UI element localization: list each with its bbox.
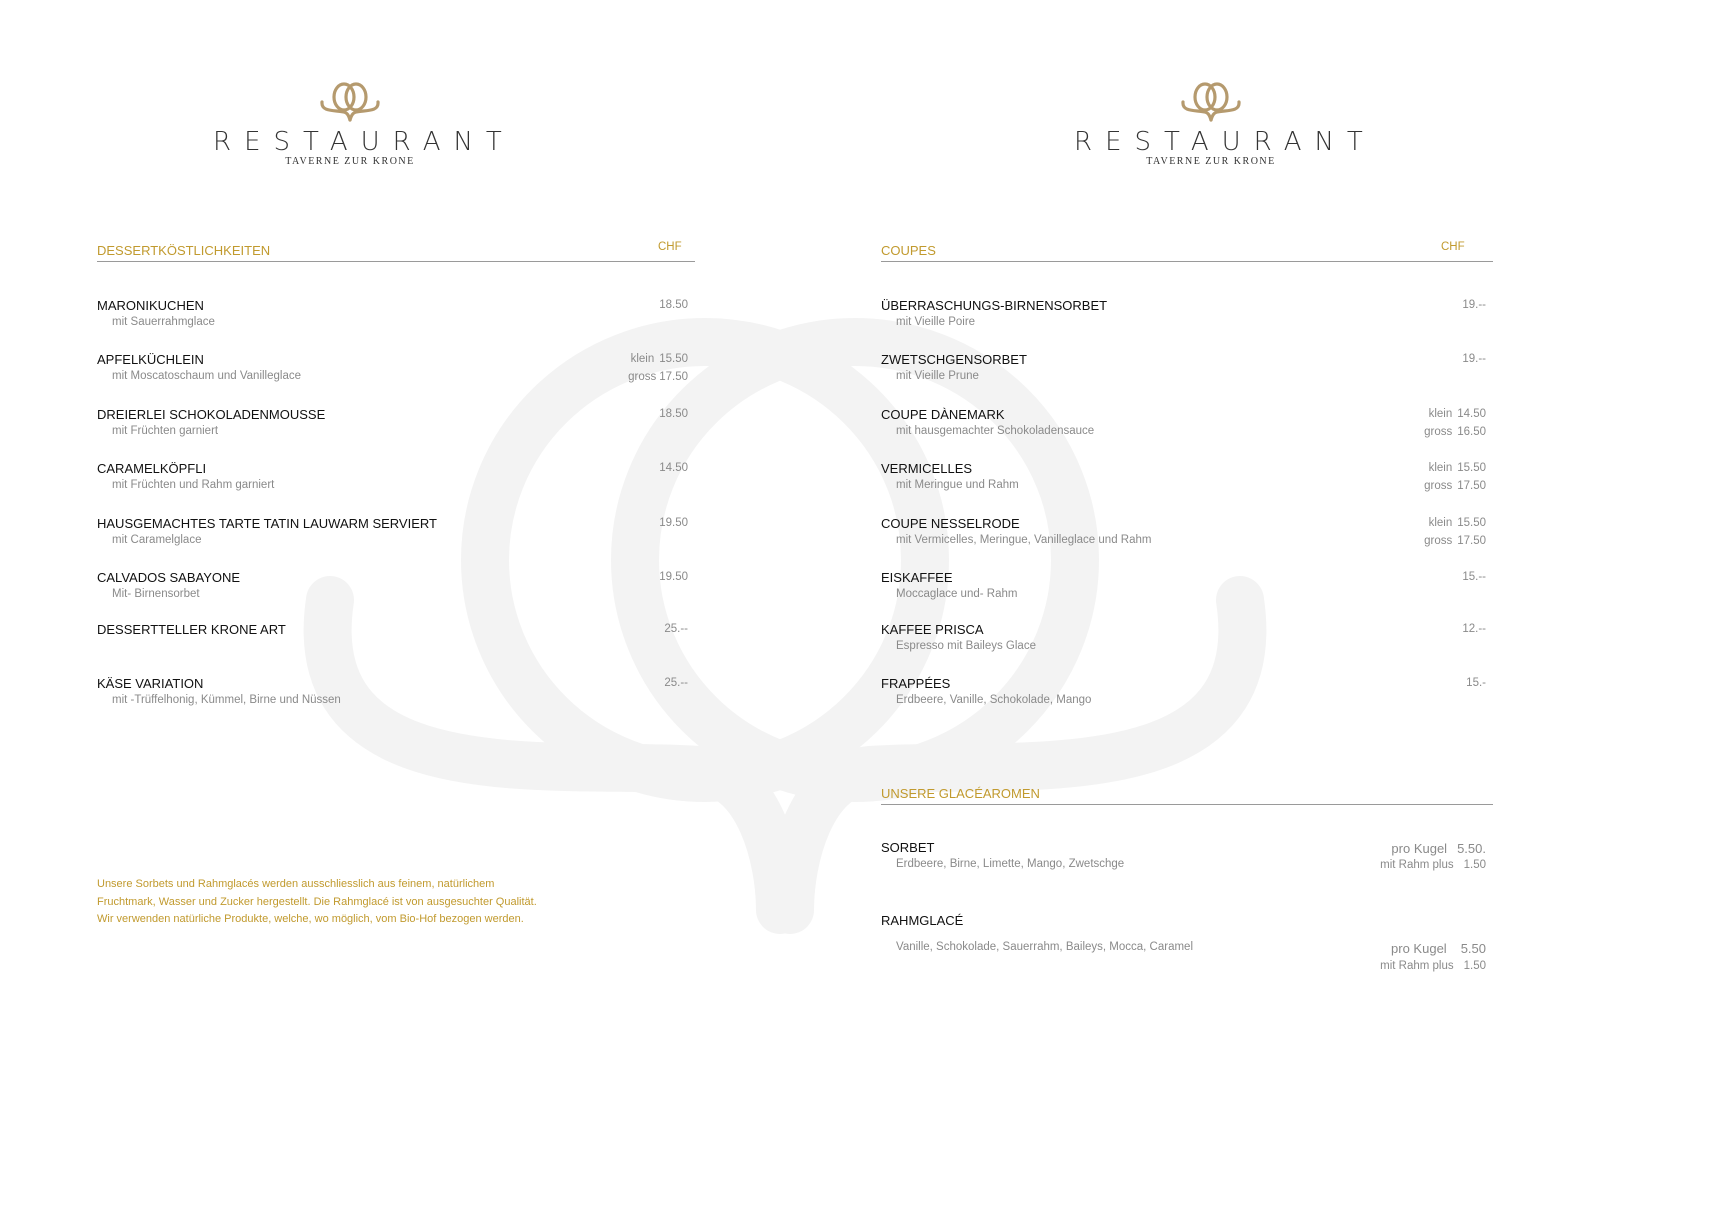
restaurant-logo xyxy=(200,80,515,167)
item-description: Espresso mit Baileys Glace xyxy=(896,640,1036,652)
menu-item xyxy=(97,676,695,716)
menu-item xyxy=(97,622,695,662)
logo-subtitle: TAVERNE ZUR KRONE xyxy=(1146,156,1276,167)
menu-item xyxy=(881,352,1493,392)
item-price-large xyxy=(1424,480,1486,492)
item-description: mit Meringue und Rahm xyxy=(896,479,1019,491)
menu-item xyxy=(881,407,1493,447)
menu-item xyxy=(881,913,1493,977)
size-label: klein xyxy=(1428,517,1453,529)
item-name: COUPE DÀNEMARK xyxy=(881,407,1005,422)
item-price: 18.50 xyxy=(659,408,688,420)
menu-item xyxy=(881,676,1493,716)
item-name: ZWETSCHGENSORBET xyxy=(881,352,1027,367)
menu-item xyxy=(97,407,695,447)
ingredient-footnote: Unsere Sorbets und Rahmglacés werden ausschliesslich aus feinem, natürlichem Fruchtmark, Wasser und Zucker hergestellt. Die Rahmglacé ist von ausgesuchter Qualität. Wir verwenden natürliche Produkte, welche, wo möglich, vom Bio-Hof bezogen werden. xyxy=(97,878,537,925)
item-price: 15.-- xyxy=(1462,571,1486,583)
item-description: mit Vieille Prune xyxy=(896,370,979,382)
item-name: CALVADOS SABAYONE xyxy=(97,570,241,585)
size-label: gross xyxy=(628,371,657,383)
price-value: 17.50 xyxy=(659,371,688,383)
item-price: 19.-- xyxy=(1462,353,1486,365)
item-name: MARONIKUCHEN xyxy=(97,298,204,313)
item-name: RAHMGLACÉ xyxy=(881,913,964,928)
price-value: 17.50 xyxy=(1457,480,1486,492)
item-description: mit Sauerrahmglace xyxy=(112,316,215,328)
price-value: 5.50 xyxy=(1460,941,1486,956)
price-label: mit Rahm plus xyxy=(1380,960,1454,972)
price-value: 1.50 xyxy=(1463,859,1486,871)
section-header-desserts xyxy=(97,241,695,262)
logo-wordmark: RESTAURANT xyxy=(213,127,515,157)
item-description: Mit- Birnensorbet xyxy=(112,588,200,600)
size-label: klein xyxy=(1428,462,1453,474)
size-label: klein xyxy=(630,353,655,365)
item-price-small xyxy=(1429,408,1486,420)
item-price: 25.-- xyxy=(664,623,688,635)
section-header-coupes xyxy=(881,241,1493,262)
left-page xyxy=(97,0,695,1091)
item-name: ÜBERRASCHUNGS-BIRNENSORBET xyxy=(881,298,1108,313)
menu-item xyxy=(97,352,695,392)
item-price-per-scoop xyxy=(1391,941,1486,956)
crown-ornament-icon xyxy=(1179,80,1243,122)
item-description: Erdbeere, Vanille, Schokolade, Mango xyxy=(896,694,1092,706)
price-value: 1.50 xyxy=(1463,960,1486,972)
item-description: mit Früchten garniert xyxy=(112,425,219,437)
item-description: mit Moscatoschaum und Vanilleglace xyxy=(112,370,301,382)
item-description: mit Früchten und Rahm garniert xyxy=(112,479,275,491)
price-value: 14.50 xyxy=(1457,408,1486,420)
section-header-glace xyxy=(881,784,1493,805)
price-value: 15.50 xyxy=(659,353,688,365)
item-price-small xyxy=(1429,517,1486,529)
currency-label: CHF xyxy=(1441,241,1465,253)
menu-item xyxy=(881,461,1493,501)
item-price-large xyxy=(1424,426,1486,438)
crown-ornament-icon xyxy=(318,80,382,122)
item-name: CARAMELKÖPFLI xyxy=(97,461,207,476)
price-label: pro Kugel xyxy=(1391,841,1448,856)
menu-item xyxy=(881,622,1493,662)
price-label: mit Rahm plus xyxy=(1380,859,1454,871)
item-price-per-scoop xyxy=(1391,841,1486,856)
item-price: 18.50 xyxy=(659,299,688,311)
item-price-small xyxy=(631,353,688,365)
item-description: mit hausgemachter Schokoladensauce xyxy=(896,425,1095,437)
section-title: DESSERTKÖSTLICHKEITEN xyxy=(97,243,271,258)
right-page xyxy=(881,0,1493,1091)
item-price-cream xyxy=(1380,960,1486,972)
item-name: FRAPPÉES xyxy=(881,676,951,691)
item-description: mit Vieille Poire xyxy=(896,316,976,328)
item-name: SORBET xyxy=(881,840,935,855)
item-description: Vanille, Schokolade, Sauerrahm, Baileys, Mocca, Caramel xyxy=(896,941,1194,953)
restaurant-logo xyxy=(1061,80,1376,167)
item-price-small xyxy=(1429,462,1486,474)
item-price-large xyxy=(628,371,688,383)
item-description: mit -Trüffelhonig, Kümmel, Birne und Nüssen xyxy=(112,694,341,706)
item-name: DESSERTTELLER KRONE ART xyxy=(97,622,286,637)
menu-item xyxy=(97,516,695,556)
price-value: 15.50 xyxy=(1457,462,1486,474)
item-price: 14.50 xyxy=(659,462,688,474)
menu-item xyxy=(97,570,695,610)
item-name: APFELKÜCHLEIN xyxy=(97,352,204,367)
item-name: VERMICELLES xyxy=(881,461,973,476)
item-name: COUPE NESSELRODE xyxy=(881,516,1020,531)
item-price: 19.50 xyxy=(659,571,688,583)
price-value: 17.50 xyxy=(1457,535,1486,547)
item-description: mit Caramelglace xyxy=(112,534,202,546)
size-label: gross xyxy=(1424,480,1453,492)
menu-item xyxy=(97,461,695,501)
item-price: 19.50 xyxy=(659,517,688,529)
item-description: Erdbeere, Birne, Limette, Mango, Zwetschge xyxy=(896,858,1125,870)
size-label: gross xyxy=(1424,535,1453,547)
item-name: EISKAFFEE xyxy=(881,570,953,585)
menu-item xyxy=(881,840,1493,880)
item-price-cream xyxy=(1380,859,1486,871)
size-label: gross xyxy=(1424,426,1453,438)
logo-subtitle: TAVERNE ZUR KRONE xyxy=(285,156,415,167)
price-label: pro Kugel xyxy=(1391,941,1447,956)
menu-item xyxy=(881,298,1493,338)
item-name: KÄSE VARIATION xyxy=(97,676,204,691)
item-price: 15.- xyxy=(1466,677,1486,689)
item-price: 12.-- xyxy=(1462,623,1486,635)
item-price: 25.-- xyxy=(664,677,688,689)
item-description: mit Vermicelles, Meringue, Vanilleglace und Rahm xyxy=(896,534,1152,546)
section-title: UNSERE GLACÉAROMEN xyxy=(881,786,1040,801)
price-value: 16.50 xyxy=(1457,426,1486,438)
menu-item xyxy=(881,570,1493,610)
item-name: KAFFEE PRISCA xyxy=(881,622,984,637)
item-name: DREIERLEI SCHOKOLADENMOUSSE xyxy=(97,407,326,422)
size-label: klein xyxy=(1428,408,1453,420)
price-value: 15.50 xyxy=(1457,517,1486,529)
item-price: 19.-- xyxy=(1462,299,1486,311)
section-title: COUPES xyxy=(881,243,936,258)
menu-item xyxy=(881,516,1493,556)
item-description: Moccaglace und- Rahm xyxy=(896,588,1018,600)
item-name: HAUSGEMACHTES TARTE TATIN LAUWARM SERVIERT xyxy=(97,516,437,531)
item-price-large xyxy=(1424,535,1486,547)
currency-label: CHF xyxy=(658,241,682,253)
menu-item xyxy=(97,298,695,338)
price-value: 5.50. xyxy=(1457,841,1486,856)
logo-wordmark: RESTAURANT xyxy=(1074,127,1376,157)
